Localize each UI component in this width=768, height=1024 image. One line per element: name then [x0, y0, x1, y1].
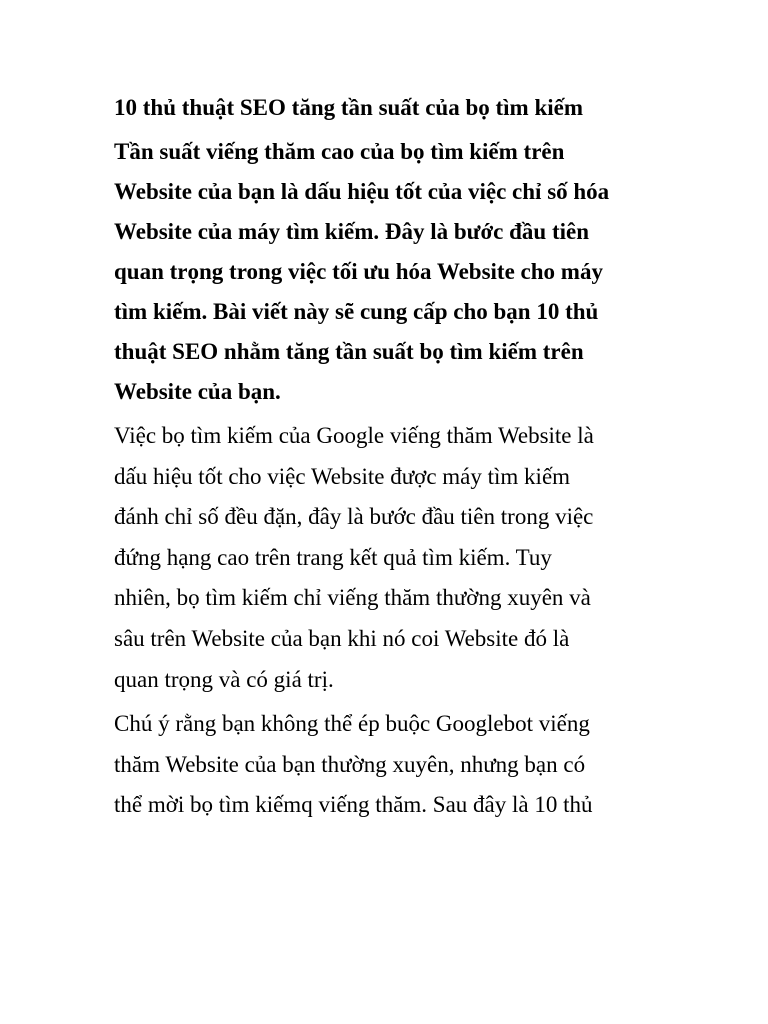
document-title: 10 thủ thuật SEO tăng tần suất của bọ tìm kiếm: [114, 95, 584, 120]
body-paragraph-2: Chú ý rằng bạn không thể ép buộc Googlebot viếng thăm Website của bạn thường xuyên, nhưng bạn có thể mời bọ tìm kiếmq viếng thăm. Sau đây là 10 thủ: [114, 711, 593, 818]
document-page: [114, 88, 674, 830]
body-paragraph-1: Việc bọ tìm kiếm của Google viếng thăm Website là dấu hiệu tốt cho việc Website được máy tìm kiếm đánh chỉ số đều đặn, đây là bước đầu tiên trong việc đứng hạng cao trên trang kết quả tìm kiếm. Tuy nhiên, bọ tìm kiếm chỉ viếng thăm thường xuyên và sâu trên Website của bạn khi nó coi Website đó là quan trọng và có giá trị.: [114, 423, 594, 692]
lead-paragraph: Tần suất viếng thăm cao của bọ tìm kiếm trên Website của bạn là dấu hiệu tốt của việc chỉ số hóa Website của máy tìm kiếm. Đây là bước đầu tiên quan trọng trong việc tối ưu hóa Website cho máy tìm kiếm. Bài viết này sẽ cung cấp cho bạn 10 thủ thuật SEO nhằm tăng tần suất bọ tìm kiếm trên Website của bạn.: [114, 139, 610, 404]
